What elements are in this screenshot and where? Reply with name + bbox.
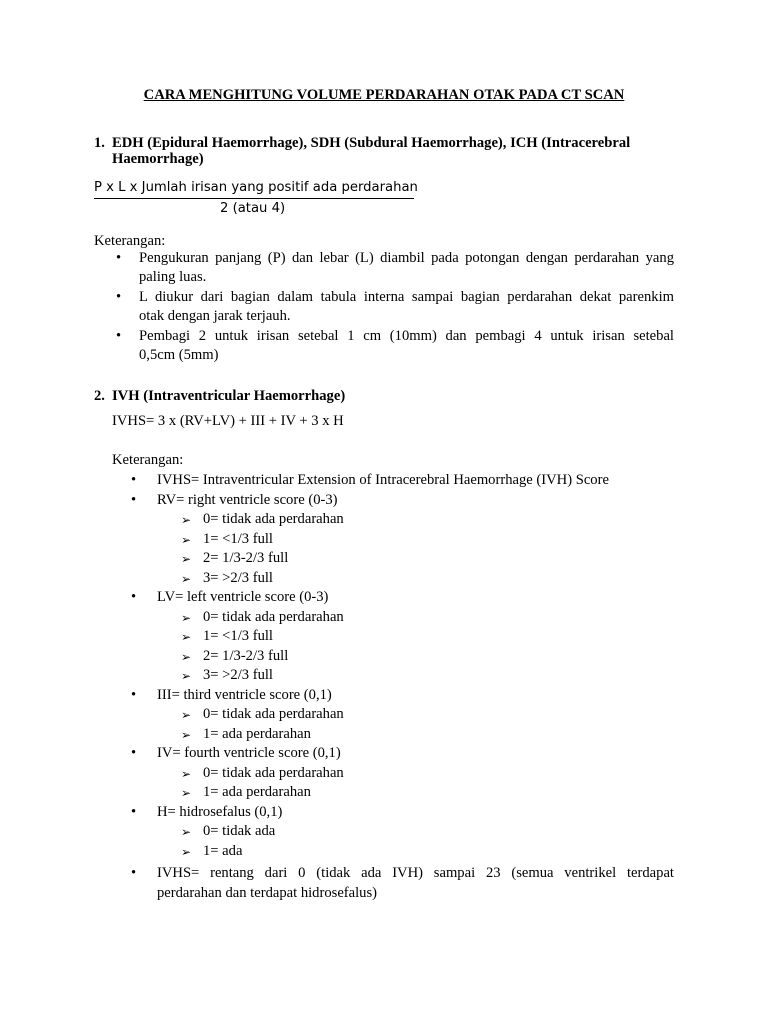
formula-numerator: P x L x Jumlah irisan yang positif ada perdarahan xyxy=(94,180,418,195)
bullet-text-line1: Pengukuran panjang (P) dan lebar (L) diambil pada potongan dengan perdarahan yang xyxy=(139,250,674,266)
ivh-item-text: LV= left ventricle score (0-3) xyxy=(157,589,329,605)
section-1-heading-line2: Haemorrhage) xyxy=(112,151,204,167)
ivhs-range-line1: IVHS= rentang dari 0 (tidak ada IVH) sampai 23 (semua ventrikel terdapat xyxy=(157,865,674,881)
list-bullet: • xyxy=(116,289,122,305)
ivh-sub-item-text: 1= ada xyxy=(203,842,243,859)
document-title: CARA MENGHITUNG VOLUME PERDARAHAN OTAK PADA CT SCAN xyxy=(143,87,625,103)
arrow-bullet-icon: ➢ xyxy=(181,669,192,683)
ivh-sub-item-text: 2= 1/3-2/3 full xyxy=(203,550,289,566)
formula-denominator: 2 (atau 4) xyxy=(220,201,286,216)
bullet-text-line1: Pembagi 2 untuk irisan setebal 1 cm (10mm) dan pembagi 4 untuk irisan setebal xyxy=(139,328,674,344)
arrow-bullet-icon: ➢ xyxy=(181,610,192,625)
list-bullet: • xyxy=(131,745,137,761)
bullet-text-line2: 0,5cm (5mm) xyxy=(139,347,219,363)
list-bullet: • xyxy=(131,589,137,605)
ivh-item-text: H= hidrosefalus (0,1) xyxy=(157,803,283,820)
ivh-sub-item-text: 3= >2/3 full xyxy=(203,667,273,683)
arrow-bullet-icon: ➢ xyxy=(181,532,192,547)
ivhs-range-line2: perdarahan dan terdapat hidrosefalus) xyxy=(157,885,378,901)
list-bullet: • xyxy=(131,472,137,488)
arrow-bullet-icon: ➢ xyxy=(181,844,192,859)
ivh-sub-item-text: 0= tidak ada perdarahan xyxy=(203,706,344,722)
ivh-item-text: RV= right ventricle score (0-3) xyxy=(157,491,338,508)
list-bullet: • xyxy=(116,250,122,266)
ivhs-formula: IVHS= 3 x (RV+LV) + III + IV + 3 x H xyxy=(112,413,344,429)
list-bullet: • xyxy=(131,491,137,508)
list-bullet: • xyxy=(131,803,137,820)
arrow-bullet-icon: ➢ xyxy=(181,708,192,722)
ivh-item-text: IVHS= Intraventricular Extension of Intracerebral Haemorrhage (IVH) Score xyxy=(157,472,609,488)
ivh-sub-item-text: 0= tidak ada perdarahan xyxy=(203,608,344,625)
bullet-text-line1: L diukur dari bagian dalam tabula interna sampai bagian perdarahan dekat parenkim xyxy=(139,289,674,305)
ivh-sub-item-text: 1= <1/3 full xyxy=(203,530,273,547)
ivh-sub-item-text: 0= tidak ada xyxy=(203,823,276,839)
list-bullet: • xyxy=(131,865,137,881)
arrow-bullet-icon: ➢ xyxy=(181,552,192,566)
section-2-heading: IVH (Intraventricular Haemorrhage) xyxy=(112,388,346,404)
arrow-bullet-icon: ➢ xyxy=(181,513,192,527)
list-bullet: • xyxy=(131,686,137,703)
ivh-sub-item-text: 3= >2/3 full xyxy=(203,569,273,586)
section-2-number: 2. xyxy=(94,388,105,404)
ivh-sub-item-text: 1= ada perdarahan xyxy=(203,784,311,800)
section-1-heading-line1: EDH (Epidural Haemorrhage), SDH (Subdural Haemorrhage), ICH (Intracerebral xyxy=(112,135,631,151)
ivh-item-text: III= third ventricle score (0,1) xyxy=(157,686,332,703)
bullet-text-line2: otak dengan jarak terjauh. xyxy=(139,308,291,324)
arrow-bullet-icon: ➢ xyxy=(181,571,192,586)
arrow-bullet-icon: ➢ xyxy=(181,630,192,644)
arrow-bullet-icon: ➢ xyxy=(181,825,192,839)
list-bullet: • xyxy=(116,328,122,344)
ivh-sub-item-text: 0= tidak ada perdarahan xyxy=(203,511,344,527)
section-1-number: 1. xyxy=(94,135,105,151)
arrow-bullet-icon: ➢ xyxy=(181,649,192,664)
section-2-keterangan: Keterangan: xyxy=(112,452,184,468)
arrow-bullet-icon: ➢ xyxy=(181,727,192,742)
ivh-item-text: IV= fourth ventricle score (0,1) xyxy=(157,745,341,761)
bullet-text-line2: paling luas. xyxy=(139,269,207,285)
ivh-sub-item-text: 2= 1/3-2/3 full xyxy=(203,647,289,664)
ivh-sub-item-text: 1= <1/3 full xyxy=(203,628,273,644)
ivh-sub-item-text: 0= tidak ada perdarahan xyxy=(203,764,344,781)
arrow-bullet-icon: ➢ xyxy=(181,786,192,800)
section-1-keterangan: Keterangan: xyxy=(94,233,166,249)
arrow-bullet-icon: ➢ xyxy=(181,766,192,781)
ivh-sub-item-text: 1= ada perdarahan xyxy=(203,725,311,742)
